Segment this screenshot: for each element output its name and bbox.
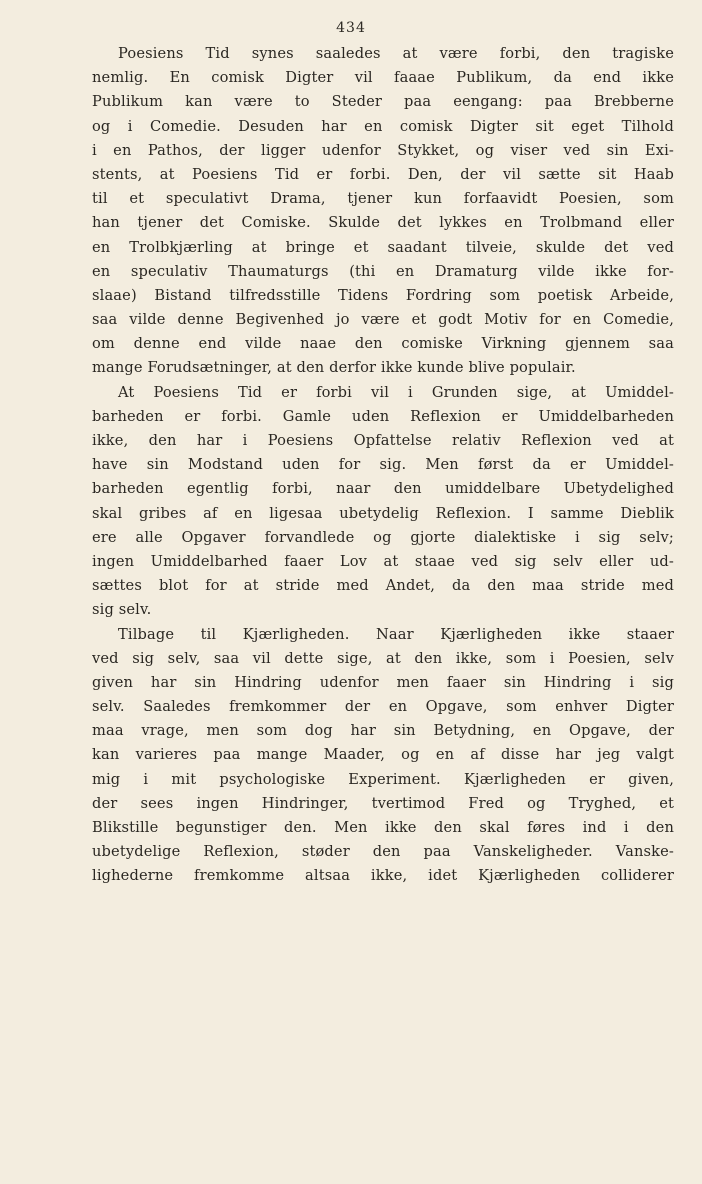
text-line: slaae) Bistand tilfredsstille Tidens Fordring som poetisk Arbeide, <box>92 286 674 304</box>
text-line: i en Pathos, der ligger udenfor Stykket, og viser ved sin Exi- <box>92 141 674 159</box>
text-line: selv. Saaledes fremkommer der en Opgave, som enhver Digter <box>92 698 674 716</box>
text-line: der sees ingen Hindringer, tvertimod Fred og Tryghed, et <box>92 794 674 812</box>
text-line: ved sig selv, saa vil dette sige, at den ikke, som i Poesien, selv <box>92 649 674 667</box>
text-line: Poesiens Tid synes saaledes at være forbi, den tragiske <box>118 45 674 62</box>
text-line: mange Forudsætninger, at den derfor ikke kunde blive populair. <box>92 359 576 377</box>
text-line: mig i mit psychologiske Experiment. Kjærligheden er given, <box>92 770 674 788</box>
text-line: Tilbage til Kjærligheden. Naar Kjærligheden ikke staaer <box>118 625 674 643</box>
text-line: maa vrage, men som dog har sin Betydning, en Opgave, der <box>92 722 674 740</box>
text-line: og i Comedie. Desuden har en comisk Digter sit eget Tilhold <box>92 117 674 135</box>
text-line: ubetydelige Reflexion, støder den paa Vanskeligheder. Vanske- <box>92 843 674 861</box>
text-line: stents, at Poesiens Tid er forbi. Den, der vil sætte sit Haab <box>92 165 674 183</box>
text-line: nemlig. En comisk Digter vil faaae Publikum, da end ikke <box>92 69 674 87</box>
text-line: have sin Modstand uden for sig. Men først da er Umiddel- <box>92 456 674 474</box>
text-line: Blikstille begunstiger den. Men ikke den skal føres ind i den <box>92 819 674 836</box>
text-line: skal gribes af en ligesaa ubetydelig Reflexion. I samme Dieblik <box>92 504 674 522</box>
text-line: Publikum kan være to Steder paa eengang: paa Brebberne <box>92 93 674 111</box>
text-line: ikke, den har i Poesiens Opfattelse relativ Reflexion ved at <box>92 432 674 449</box>
text-line: At Poesiens Tid er forbi vil i Grunden sige, at Umiddel- <box>118 383 674 401</box>
text-line: sættes blot for at stride med Andet, da den maa stride med <box>92 577 674 595</box>
text-line: barheden egentlig forbi, naar den umiddelbare Ubetydelighed <box>92 480 674 498</box>
text-line: han tjener det Comiske. Skulde det lykkes en Trolbmand eller <box>92 214 674 232</box>
text-line: barheden er forbi. Gamle uden Reflexion er Umiddelbarheden <box>92 407 674 425</box>
text-line: sig selv. <box>92 601 152 619</box>
text-line: ingen Umiddelbarhed faaer Lov at staae ved sig selv eller ud- <box>92 552 674 570</box>
body-text <box>92 42 674 889</box>
text-line: en Trolbkjærling at bringe et saadant tilveie, skulde det ved <box>92 238 674 256</box>
text-line: kan varieres paa mange Maader, og en af disse har jeg valgt <box>92 746 674 764</box>
text-line: ere alle Opgaver forvandlede og gjorte dialektiske i sig selv; <box>92 528 674 546</box>
text-line: en speculativ Thaumaturgs (thi en Dramaturg vilde ikke for- <box>92 262 674 280</box>
page-number: 434 <box>336 20 366 36</box>
text-line: lighederne fremkomme altsaa ikke, idet Kjærligheden colliderer <box>92 867 674 885</box>
text-line: given har sin Hindring udenfor men faaer sin Hindring i sig <box>92 673 674 691</box>
text-line: til et speculativt Drama, tjener kun forfaavidt Poesien, som <box>92 190 674 208</box>
text-line: om denne end vilde naae den comiske Virkning gjennem saa <box>92 335 674 353</box>
text-line: saa vilde denne Begivenhed jo være et godt Motiv for en Comedie, <box>92 311 674 329</box>
